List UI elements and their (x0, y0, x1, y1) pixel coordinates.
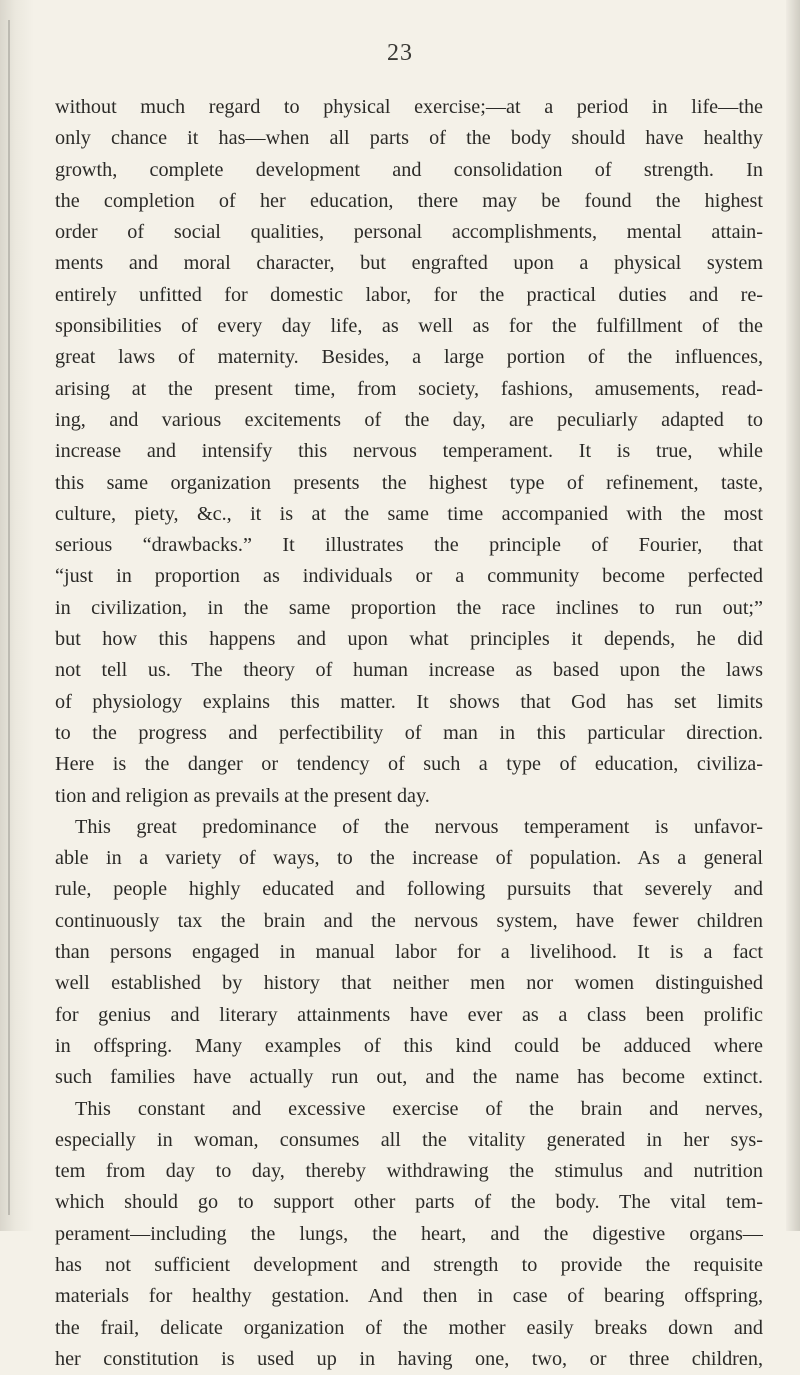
text-line: which should go to support other parts of the body. The vital tem- (55, 1191, 763, 1214)
text-line: perament—including the lungs, the heart, and the digestive organs— (55, 1222, 763, 1245)
text-line: Here is the danger or tendency of such a type of education, civiliza- (55, 753, 763, 776)
text-line: well established by history that neither men nor women distinguished (55, 972, 763, 995)
text-line: This great predominance of the nervous temperament is unfavor- (75, 815, 763, 838)
text-line: rule, people highly educated and following pursuits that severely and (55, 878, 763, 901)
text-line: tem from day to day, thereby withdrawing the stimulus and nutrition (55, 1160, 763, 1183)
text-line: ing, and various excitements of the day, are peculiarly adapted to (55, 408, 763, 431)
text-line: than persons engaged in manual labor for a livelihood. It is a fact (55, 941, 763, 964)
text-line: This constant and excessive exercise of the brain and nerves, (75, 1097, 763, 1120)
text-line: but how this happens and upon what principles it depends, he did (55, 628, 763, 651)
text-line: growth, complete development and consolidation of strength. In (55, 158, 763, 181)
text-line: of physiology explains this matter. It shows that God has set limits (55, 690, 763, 713)
page-number: 23 (387, 40, 413, 66)
text-line: the completion of her education, there may be found the highest (55, 189, 763, 212)
text-line: not tell us. The theory of human increase as based upon the laws (55, 659, 763, 682)
text-line: great laws of maternity. Besides, a large portion of the influences, (55, 346, 763, 369)
text-line: entirely unfitted for domestic labor, for the practical duties and re- (55, 283, 763, 306)
text-line: this same organization presents the highest type of refinement, taste, (55, 471, 763, 494)
text-line: increase and intensify this nervous temperament. It is true, while (55, 440, 763, 463)
body-text (55, 92, 763, 1375)
text-line: especially in woman, consumes all the vitality generated in her sys- (55, 1128, 763, 1151)
text-line: only chance it has—when all parts of the body should have healthy (55, 127, 763, 150)
text-line: sponsibilities of every day life, as well as for the fulfillment of the (55, 315, 763, 338)
text-line: serious “drawbacks.” It illustrates the principle of Fourier, that (55, 534, 763, 557)
page-edge-shadow (786, 0, 800, 1231)
text-line: in offspring. Many examples of this kind could be adduced where (55, 1034, 763, 1057)
text-line: arising at the present time, from society, fashions, amusements, read- (55, 377, 763, 400)
binding-gutter (0, 0, 34, 1231)
text-line: ments and moral character, but engrafted upon a physical system (55, 252, 763, 275)
text-line: has not sufficient development and strength to provide the requisite (55, 1253, 763, 1276)
text-line: continuously tax the brain and the nervous system, have fewer children (55, 909, 763, 932)
text-line: tion and religion as prevails at the present day. (55, 784, 430, 807)
text-line: in civilization, in the same proportion the race inclines to run out;” (55, 596, 763, 619)
text-line: “just in proportion as individuals or a community become perfected (55, 565, 763, 588)
text-line: the frail, delicate organization of the mother easily breaks down and (55, 1316, 763, 1339)
text-line: culture, piety, &c., it is at the same time accompanied with the most (55, 502, 763, 525)
text-line: her constitution is used up in having one, two, or three children, (55, 1347, 763, 1370)
text-line: materials for healthy gestation. And then in case of bearing offspring, (55, 1285, 763, 1308)
text-line: such families have actually run out, and the name has become extinct. (55, 1066, 763, 1089)
binding-edge-line (8, 20, 10, 1215)
text-line: able in a variety of ways, to the increase of population. As a general (55, 847, 763, 870)
text-line: for genius and literary attainments have ever as a class been prolific (55, 1003, 763, 1026)
text-line: to the progress and perfectibility of man in this particular direction. (55, 721, 763, 744)
text-line: without much regard to physical exercise;—at a period in life—the (55, 96, 763, 118)
text-line: order of social qualities, personal accomplishments, mental attain- (55, 221, 763, 244)
